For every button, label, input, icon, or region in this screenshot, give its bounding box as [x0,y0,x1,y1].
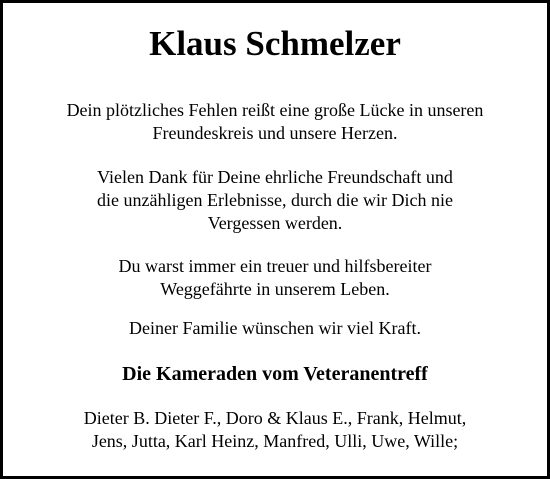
message-line: Dein plötzliches Fehlen reißt eine große Lücke in unseren [66,100,484,120]
names-line: Jens, Jutta, Karl Heinz, Manfred, Ulli, Uwe, Wille; [91,431,459,451]
signature-heading: Die Kameraden vom Veteranentreff [122,363,428,385]
message-line: Deiner Familie wünschen wir viel Kraft. [129,318,421,338]
message-line: Weggefährte in unserem Leben. [160,279,390,299]
deceased-name: Klaus Schmelzer [149,24,401,63]
message-paragraph-4 [3,317,547,340]
message-line: die unzähligen Erlebnisse, durch die wir Dich nie [97,190,453,210]
message-paragraph-1 [3,99,547,145]
names-line: Dieter B. Dieter F., Doro & Klaus E., Frank, Helmut, [83,408,467,428]
signatory-names [3,407,547,453]
message-line: Vielen Dank für Deine ehrliche Freundschaft und [97,167,453,187]
message-paragraph-2 [3,166,547,235]
message-paragraph-3 [3,255,547,301]
message-line: Vergessen werden. [207,213,343,233]
message-line: Du warst immer ein treuer und hilfsbereiter [118,256,432,276]
message-line: Freundeskreis und unsere Herzen. [152,123,398,143]
